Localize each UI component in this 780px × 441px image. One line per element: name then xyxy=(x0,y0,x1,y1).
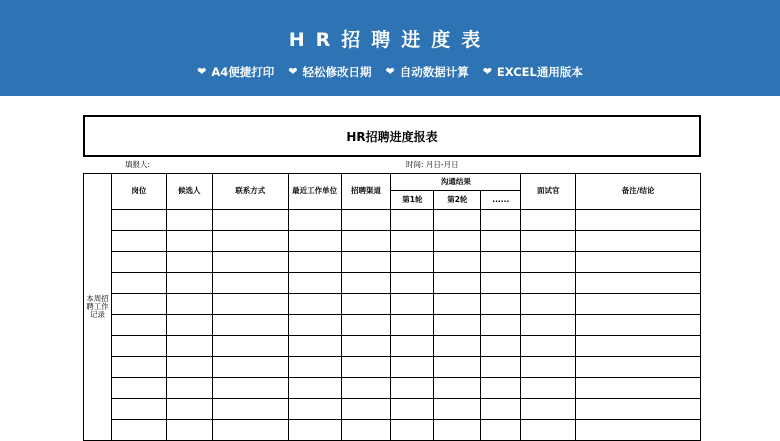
column-header-position: 岗位 xyxy=(111,174,166,210)
table-cell[interactable] xyxy=(576,378,701,399)
table-cell[interactable] xyxy=(481,315,521,336)
column-header-result-group: 沟通结果 xyxy=(391,174,521,191)
table-cell[interactable] xyxy=(111,336,166,357)
column-header-round1: 第1轮 xyxy=(391,191,434,210)
table-row xyxy=(84,315,701,336)
table-cell[interactable] xyxy=(288,420,341,441)
table-cell[interactable] xyxy=(341,252,391,273)
table-cell[interactable] xyxy=(111,315,166,336)
table-cell[interactable] xyxy=(341,231,391,252)
table-cell[interactable] xyxy=(166,252,212,273)
table-cell[interactable] xyxy=(576,315,701,336)
table-cell[interactable] xyxy=(391,252,434,273)
feature-label: 轻松修改日期 xyxy=(302,65,372,79)
filler-label: 填报人: xyxy=(125,160,151,169)
table-cell[interactable] xyxy=(576,252,701,273)
table-cell[interactable] xyxy=(521,357,576,378)
table-cell[interactable] xyxy=(341,420,391,441)
feature-item xyxy=(483,64,583,80)
feature-label: A4便捷打印 xyxy=(211,65,275,79)
table-cell[interactable] xyxy=(212,231,288,252)
table-cell[interactable] xyxy=(166,315,212,336)
table-cell[interactable] xyxy=(481,336,521,357)
column-header-interviewer: 面试官 xyxy=(521,174,576,210)
column-header-remarks: 备注/结论 xyxy=(576,174,701,210)
table-cell[interactable] xyxy=(391,315,434,336)
table-row xyxy=(84,231,701,252)
recruitment-table xyxy=(83,173,701,441)
table-cell[interactable] xyxy=(288,210,341,231)
feature-list xyxy=(0,64,780,80)
table-cell[interactable] xyxy=(111,420,166,441)
table-cell[interactable] xyxy=(481,357,521,378)
table-cell[interactable] xyxy=(576,210,701,231)
table-cell[interactable] xyxy=(341,315,391,336)
table-cell[interactable] xyxy=(288,336,341,357)
table-row xyxy=(84,399,701,420)
column-header-contact: 联系方式 xyxy=(212,174,288,210)
table-cell[interactable] xyxy=(212,336,288,357)
table-cell[interactable] xyxy=(288,399,341,420)
table-cell[interactable] xyxy=(434,336,481,357)
heart-icon: ❤ xyxy=(288,65,298,78)
feature-item xyxy=(385,64,468,80)
table-cell[interactable] xyxy=(481,420,521,441)
table-cell[interactable] xyxy=(212,252,288,273)
table-cell[interactable] xyxy=(341,210,391,231)
table-cell[interactable] xyxy=(391,378,434,399)
table-cell[interactable] xyxy=(434,315,481,336)
table-cell[interactable] xyxy=(434,231,481,252)
table-row xyxy=(84,357,701,378)
table-cell[interactable] xyxy=(111,273,166,294)
table-cell[interactable] xyxy=(341,273,391,294)
table-cell[interactable] xyxy=(521,399,576,420)
table-cell[interactable] xyxy=(481,273,521,294)
table-cell[interactable] xyxy=(576,273,701,294)
table-cell[interactable] xyxy=(434,210,481,231)
table-cell[interactable] xyxy=(111,252,166,273)
table-cell[interactable] xyxy=(521,378,576,399)
table-cell[interactable] xyxy=(212,294,288,315)
table-cell[interactable] xyxy=(521,315,576,336)
table-cell[interactable] xyxy=(111,378,166,399)
table-cell[interactable] xyxy=(391,336,434,357)
table-cell[interactable] xyxy=(166,420,212,441)
column-header-more: ...... xyxy=(481,191,521,210)
table-cell[interactable] xyxy=(481,210,521,231)
table-cell[interactable] xyxy=(288,357,341,378)
heart-icon: ❤ xyxy=(197,65,207,78)
heart-icon: ❤ xyxy=(482,65,492,78)
table-cell[interactable] xyxy=(166,210,212,231)
page-title: HR招聘进度表 xyxy=(288,29,492,51)
side-label-cell xyxy=(84,174,112,441)
table-cell[interactable] xyxy=(521,336,576,357)
table-cell[interactable] xyxy=(341,399,391,420)
table-cell[interactable] xyxy=(212,357,288,378)
side-label: 本周招聘工作记录 xyxy=(86,293,109,320)
table-row xyxy=(84,336,701,357)
table-cell[interactable] xyxy=(166,357,212,378)
table-cell[interactable] xyxy=(576,399,701,420)
column-header-candidate: 候选人 xyxy=(166,174,212,210)
table-cell[interactable] xyxy=(166,378,212,399)
table-cell[interactable] xyxy=(288,378,341,399)
table-row xyxy=(84,210,701,231)
table-row xyxy=(84,252,701,273)
table-cell[interactable] xyxy=(212,399,288,420)
table-cell[interactable] xyxy=(288,315,341,336)
table-cell[interactable] xyxy=(111,294,166,315)
table-cell[interactable] xyxy=(212,210,288,231)
table-cell[interactable] xyxy=(521,420,576,441)
table-cell[interactable] xyxy=(521,210,576,231)
table-cell[interactable] xyxy=(434,399,481,420)
table-cell[interactable] xyxy=(341,357,391,378)
table-cell[interactable] xyxy=(521,231,576,252)
table-cell[interactable] xyxy=(288,294,341,315)
table-cell[interactable] xyxy=(341,378,391,399)
table-cell[interactable] xyxy=(521,252,576,273)
header-banner xyxy=(0,0,780,96)
table-cell[interactable] xyxy=(212,420,288,441)
table-cell[interactable] xyxy=(481,231,521,252)
table-cell[interactable] xyxy=(166,294,212,315)
time-label: 时间: 月日-月日 xyxy=(406,160,459,169)
table-cell[interactable] xyxy=(288,231,341,252)
table-row xyxy=(84,294,701,315)
table-cell[interactable] xyxy=(111,357,166,378)
table-row xyxy=(84,378,701,399)
table-cell[interactable] xyxy=(521,273,576,294)
table-cell[interactable] xyxy=(111,399,166,420)
table-cell[interactable] xyxy=(111,231,166,252)
column-header-round2: 第2轮 xyxy=(434,191,481,210)
table-cell[interactable] xyxy=(341,294,391,315)
table-row xyxy=(84,273,701,294)
table-cell[interactable] xyxy=(212,273,288,294)
table-cell[interactable] xyxy=(288,252,341,273)
table-cell[interactable] xyxy=(434,420,481,441)
table-row xyxy=(84,420,701,441)
report-meta xyxy=(83,157,701,173)
table-cell[interactable] xyxy=(391,273,434,294)
table-cell[interactable] xyxy=(521,294,576,315)
table-cell[interactable] xyxy=(481,378,521,399)
heart-icon: ❤ xyxy=(385,65,395,78)
table-cell[interactable] xyxy=(576,420,701,441)
table-cell[interactable] xyxy=(166,336,212,357)
report-title: HR招聘进度报表 xyxy=(83,115,701,157)
table-cell[interactable] xyxy=(111,210,166,231)
feature-item xyxy=(197,64,274,80)
table-cell[interactable] xyxy=(481,399,521,420)
table-cell[interactable] xyxy=(434,357,481,378)
table-cell[interactable] xyxy=(481,252,521,273)
table-cell[interactable] xyxy=(434,294,481,315)
table-cell[interactable] xyxy=(434,273,481,294)
table-cell[interactable] xyxy=(434,252,481,273)
column-header-last-employer: 最近工作单位 xyxy=(288,174,341,210)
table-cell[interactable] xyxy=(576,357,701,378)
table-cell[interactable] xyxy=(391,399,434,420)
table-cell[interactable] xyxy=(166,399,212,420)
table-cell[interactable] xyxy=(391,294,434,315)
table-cell[interactable] xyxy=(391,357,434,378)
column-header-channel: 招聘渠道 xyxy=(341,174,391,210)
table-cell[interactable] xyxy=(481,294,521,315)
table-cell[interactable] xyxy=(434,378,481,399)
table-cell[interactable] xyxy=(391,420,434,441)
feature-label: EXCEL通用版本 xyxy=(496,65,583,79)
table-cell[interactable] xyxy=(576,231,701,252)
table-cell[interactable] xyxy=(212,315,288,336)
table-cell[interactable] xyxy=(341,336,391,357)
table-cell[interactable] xyxy=(166,273,212,294)
table-cell[interactable] xyxy=(212,378,288,399)
table-cell[interactable] xyxy=(166,231,212,252)
feature-label: 自动数据计算 xyxy=(399,65,469,79)
table-cell[interactable] xyxy=(288,273,341,294)
table-cell[interactable] xyxy=(391,210,434,231)
feature-item xyxy=(288,64,371,80)
table-cell[interactable] xyxy=(391,231,434,252)
table-cell[interactable] xyxy=(576,294,701,315)
table-cell[interactable] xyxy=(576,336,701,357)
